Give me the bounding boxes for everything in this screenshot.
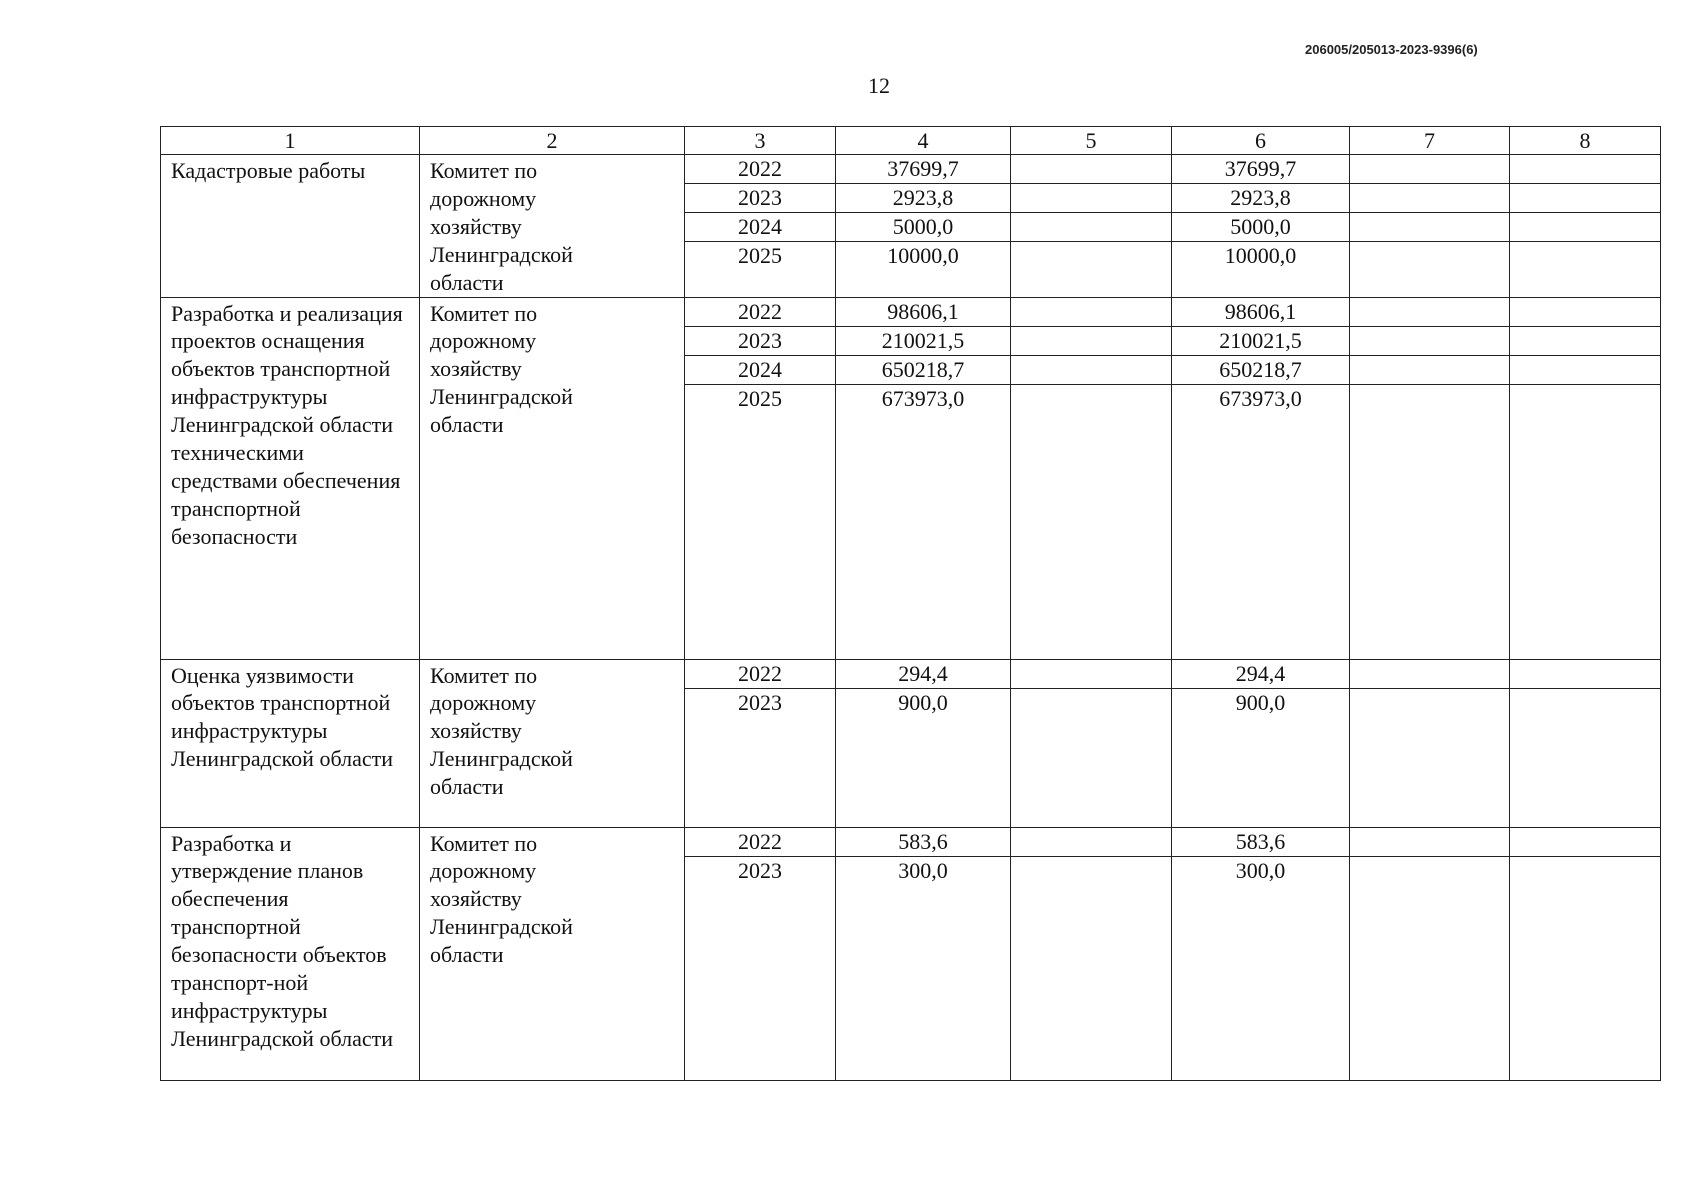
agency-cell — [420, 659, 685, 827]
agency-name: Комитет по дорожному хозяйству Ленинградской области — [430, 300, 573, 438]
column-5-value-cell — [1011, 155, 1172, 298]
activity-name: Оценка уязвимости объектов транспортной инфраструктуры Ленинградской области — [171, 662, 393, 772]
year: 2024 — [685, 356, 835, 385]
funding-table — [160, 126, 1661, 1081]
column-number-row — [161, 127, 1661, 155]
total-amount-cell — [836, 827, 1011, 1080]
column-6-value-cell — [1172, 297, 1350, 659]
column-5-value — [1011, 356, 1171, 385]
column-6-value: 10000,0 — [1224, 243, 1297, 268]
total-amount: 294,4 — [836, 660, 1010, 689]
column-7-value — [1350, 213, 1509, 242]
column-7-value-cell — [1350, 297, 1510, 659]
column-7-value-cell — [1350, 155, 1510, 298]
year: 2023 — [738, 857, 782, 883]
column-6-value-cell — [1172, 659, 1350, 827]
activity-name: Разработка и утверждение планов обеспечения транспортной безопасности объектов транспорт-ной инфраструктуры Ленинградской области — [171, 830, 393, 1051]
column-header: 6 — [1172, 127, 1350, 155]
column-7-value — [1350, 155, 1509, 184]
column-5-value — [1011, 213, 1171, 242]
column-6-value: 210021,5 — [1172, 327, 1349, 356]
agency-name: Комитет по дорожному хозяйству Ленинградской области — [430, 662, 573, 800]
column-7-value — [1350, 356, 1509, 385]
column-8-value — [1510, 385, 1660, 413]
column-8-value — [1510, 857, 1660, 885]
year: 2023 — [685, 327, 835, 356]
column-7-value — [1350, 298, 1509, 327]
year-cell — [685, 155, 836, 298]
column-8-value — [1510, 660, 1660, 689]
column-6-value: 5000,0 — [1172, 213, 1349, 242]
total-amount: 300,0 — [898, 857, 948, 883]
column-8-value — [1510, 155, 1660, 184]
agency-cell — [420, 155, 685, 298]
total-amount: 37699,7 — [836, 155, 1010, 184]
column-8-value-cell — [1510, 155, 1661, 298]
total-amount: 210021,5 — [836, 327, 1010, 356]
column-5-value — [1011, 298, 1171, 327]
activity-name-cell — [161, 155, 420, 298]
activity-name-cell — [161, 297, 420, 659]
column-5-value — [1011, 660, 1171, 689]
column-7-value — [1350, 828, 1509, 857]
agency-cell — [420, 827, 685, 1080]
column-5-value — [1011, 385, 1171, 413]
column-header: 5 — [1011, 127, 1172, 155]
column-5-value — [1011, 689, 1171, 717]
column-5-value-cell — [1011, 297, 1172, 659]
column-5-value — [1011, 184, 1171, 213]
total-amount: 583,6 — [836, 828, 1010, 857]
year: 2025 — [738, 385, 782, 411]
column-6-value: 583,6 — [1172, 828, 1349, 857]
column-7-value — [1350, 660, 1509, 689]
activity-name-cell — [161, 659, 420, 827]
column-8-value-cell — [1510, 297, 1661, 659]
column-5-value-cell — [1011, 827, 1172, 1080]
table-row — [161, 827, 1661, 1080]
column-8-value — [1510, 356, 1660, 385]
total-amount: 2923,8 — [836, 184, 1010, 213]
column-8-value-cell — [1510, 659, 1661, 827]
document-code: 206005/205013-2023-9396(6) — [1305, 42, 1478, 57]
total-amount: 650218,7 — [836, 356, 1010, 385]
year: 2024 — [685, 213, 835, 242]
column-header: 4 — [836, 127, 1011, 155]
table-row — [161, 297, 1661, 659]
activity-name-cell — [161, 827, 420, 1080]
year: 2022 — [685, 155, 835, 184]
year-cell — [685, 297, 836, 659]
agency-name: Комитет по дорожному хозяйству Ленинградской области — [430, 830, 573, 968]
year: 2023 — [685, 184, 835, 213]
column-8-value — [1510, 213, 1660, 242]
column-5-value — [1011, 828, 1171, 857]
agency-cell — [420, 297, 685, 659]
column-6-value: 650218,7 — [1172, 356, 1349, 385]
column-5-value — [1011, 155, 1171, 184]
total-amount: 10000,0 — [887, 243, 959, 268]
column-7-value — [1350, 385, 1509, 413]
column-header: 7 — [1350, 127, 1510, 155]
total-amount: 98606,1 — [836, 298, 1010, 327]
column-7-value-cell — [1350, 659, 1510, 827]
column-7-value — [1350, 327, 1509, 356]
activity-name: Разработка и реализация проектов оснащения объектов транспортной инфраструктуры Ленинградской области техническими средствами обеспечения транспортной безопасности — [171, 300, 403, 549]
column-6-value-cell — [1172, 155, 1350, 298]
page-number: 12 — [868, 73, 890, 98]
total-amount-cell — [836, 659, 1011, 827]
column-7-value — [1350, 184, 1509, 213]
column-8-value — [1510, 184, 1660, 213]
year: 2022 — [685, 828, 835, 857]
year: 2022 — [685, 660, 835, 689]
column-8-value — [1510, 298, 1660, 327]
column-5-value-cell — [1011, 659, 1172, 827]
agency-name: Комитет по дорожному хозяйству Ленинградской области — [430, 158, 573, 295]
table-row — [161, 155, 1661, 298]
year: 2022 — [685, 298, 835, 327]
activity-name: Кадастровые работы — [171, 158, 366, 183]
column-7-value — [1350, 242, 1509, 270]
column-5-value — [1011, 242, 1171, 270]
column-5-value — [1011, 327, 1171, 356]
year-cell — [685, 827, 836, 1080]
column-6-value: 98606,1 — [1172, 298, 1349, 327]
total-amount-cell — [836, 155, 1011, 298]
column-5-value — [1011, 857, 1171, 885]
total-amount: 673973,0 — [881, 385, 965, 411]
table-row — [161, 659, 1661, 827]
column-7-value — [1350, 689, 1509, 717]
column-8-value — [1510, 242, 1660, 270]
column-6-value: 900,0 — [1235, 689, 1286, 715]
column-6-value: 300,0 — [1235, 857, 1286, 883]
column-header: 2 — [420, 127, 685, 155]
total-amount: 5000,0 — [836, 213, 1010, 242]
total-amount: 900,0 — [898, 689, 948, 715]
column-7-value-cell — [1350, 827, 1510, 1080]
column-7-value — [1350, 857, 1509, 885]
column-header: 1 — [161, 127, 420, 155]
year: 2025 — [738, 243, 782, 268]
total-amount-cell — [836, 297, 1011, 659]
column-8-value — [1510, 689, 1660, 717]
column-8-value-cell — [1510, 827, 1661, 1080]
column-8-value — [1510, 828, 1660, 857]
year: 2023 — [738, 689, 782, 715]
column-6-value: 2923,8 — [1172, 184, 1349, 213]
column-6-value: 673973,0 — [1219, 385, 1302, 411]
column-6-value-cell — [1172, 827, 1350, 1080]
column-6-value: 294,4 — [1172, 660, 1349, 689]
column-header: 8 — [1510, 127, 1661, 155]
column-header: 3 — [685, 127, 836, 155]
column-8-value — [1510, 327, 1660, 356]
year-cell — [685, 659, 836, 827]
column-6-value: 37699,7 — [1172, 155, 1349, 184]
